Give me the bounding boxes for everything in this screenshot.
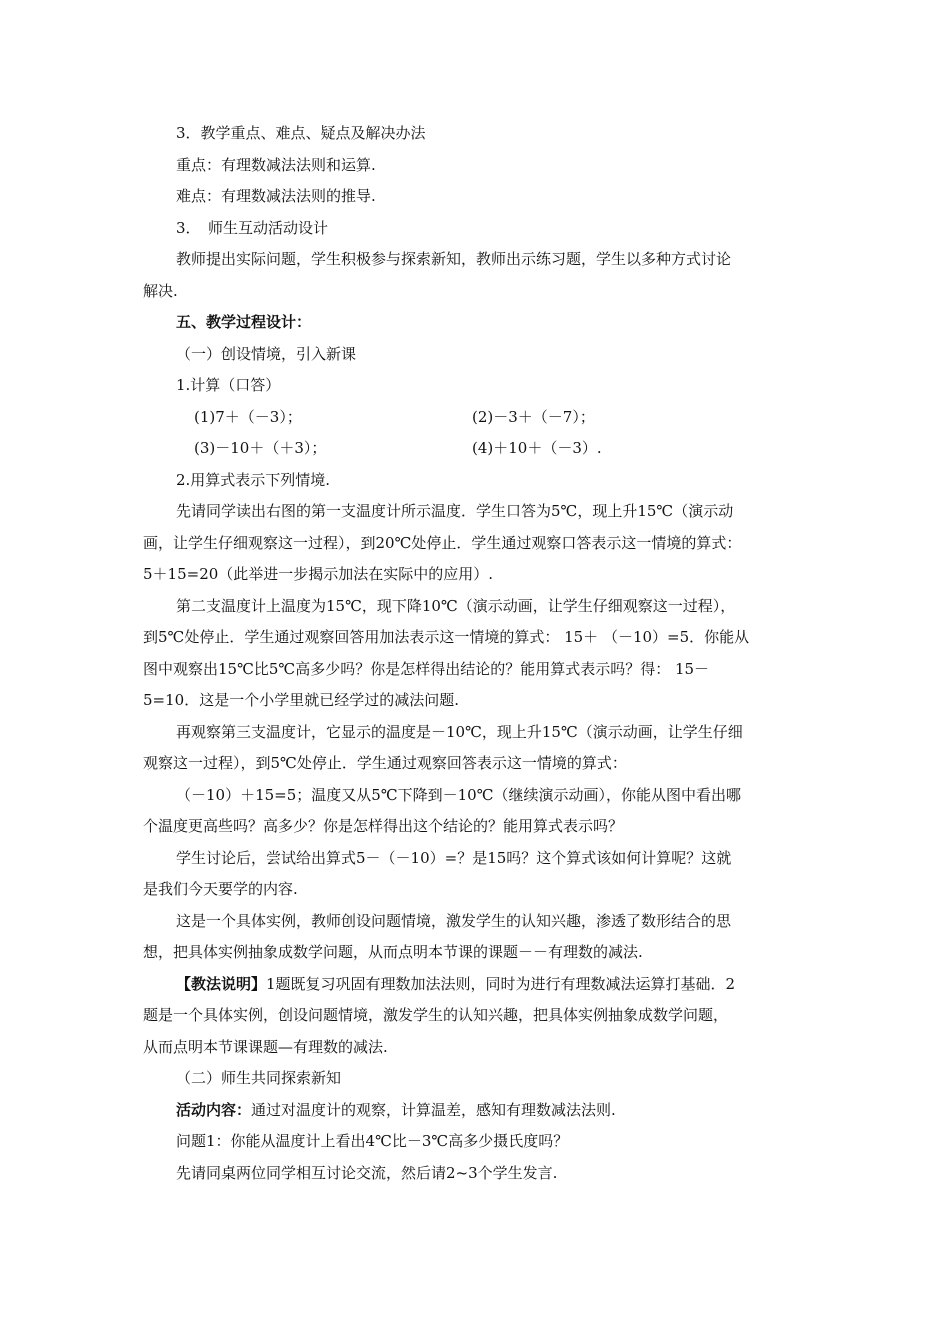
exercise-item: (2)－3＋（－7）；	[472, 407, 595, 426]
paragraph-line: 学生讨论后，尝试给出算式5－（－10）=？是15吗？这个算式该如何计算呢？这就	[176, 848, 732, 867]
paragraph-line: 画，让学生仔细观察这一过程），到20℃处停止．学生通过观察口答表示这一情境的算式：	[143, 533, 742, 552]
document-body	[143, 118, 806, 1189]
exercise-item: (3)－10＋（＋3）；	[194, 439, 327, 457]
paragraph-line: （－10）＋15=5；温度又从5℃下降到－10℃（继续演示动画），你能从图中看出哪	[176, 785, 741, 804]
exercise-item: (1)7＋（－3）；	[194, 407, 302, 426]
paragraph-line: 图中观察出15℃比5℃高多少吗？你是怎样得出结论的？能用算式表示吗？得： 15－	[143, 659, 710, 678]
paragraph-line	[143, 969, 806, 1001]
paragraph-line: 个温度更高些吗？高多少？你是怎样得出这个结论的？能用算式表示吗？	[143, 817, 624, 835]
activity-label: 活动内容：	[176, 1100, 252, 1119]
paragraph-line: 题是一个具体实例，创设问题情境，激发学生的认知兴趣，把具体实例抽象成数学问题，	[143, 1006, 729, 1024]
paragraph-line: 解决.	[143, 281, 178, 300]
paragraph-line: 教师提出实际问题，学生积极参与探索新知，教师出示练习题，学生以多种方式讨论	[176, 250, 732, 268]
paragraph-line: 这是一个具体实例，教师创设问题情境，激发学生的认知兴趣，渗透了数形结合的思	[176, 911, 732, 930]
activity-text: 通过对温度计的观察，计算温差，感知有理数减法法则.	[251, 1100, 616, 1119]
teaching-note-text: 1题既复习巩固有理数加法法则，同时为进行有理数减法运算打基础．2	[266, 974, 736, 993]
difficulty-line: 难点：有理数减法法则的推导.	[176, 187, 376, 205]
exercise-item: (4)＋10＋（－3）.	[472, 439, 602, 457]
section-heading-key-points: 3．教学重点、难点、疑点及解决办法	[176, 124, 426, 142]
paragraph-line: 5＋15=20（此举进一步揭示加法在实际中的应用）.	[143, 565, 494, 583]
paragraph-line: 是我们今天要学的内容.	[143, 880, 298, 898]
exercise-heading: 1.计算（口答）	[176, 376, 281, 394]
paragraph-line: 想，把具体实例抽象成数学问题，从而点明本节课的课题－－有理数的减法.	[143, 943, 643, 961]
exercise-row	[143, 433, 806, 465]
paragraph-line: 5=10．这是一个小学里就已经学过的减法问题.	[143, 691, 459, 709]
paragraph-line: 第二支温度计上温度为15℃，现下降10℃（演示动画，让学生仔细观察这一过程），	[176, 596, 736, 615]
paragraph-line: 先请同桌两位同学相互讨论交流，然后请2~3个学生发言.	[176, 1163, 558, 1182]
section-heading-interaction: 3． 师生互动活动设计	[176, 218, 329, 237]
paragraph-line: 先请同学读出右图的第一支温度计所示温度．学生口答为5℃，现上升15℃（演示动	[176, 502, 734, 520]
paragraph-line: 到5℃处停止．学生通过观察回答用加法表示这一情境的算式： 15＋ （－10）=5．你能从	[143, 628, 750, 646]
teaching-note-label: 【教法说明】	[176, 974, 267, 993]
key-point-line: 重点：有理数减法法则和运算.	[176, 155, 376, 174]
paragraph-line	[143, 1095, 806, 1127]
exercise-row	[143, 402, 806, 434]
exercise-heading: 2.用算式表示下列情境.	[176, 470, 331, 489]
question-line: 问题1：你能从温度计上看出4℃比－3℃高多少摄氏度吗？	[176, 1132, 569, 1150]
subsection-heading-explore: （二）师生共同探索新知	[176, 1069, 342, 1087]
paragraph-line: 再观察第三支温度计，它显示的温度是－10℃，现上升15℃（演示动画，让学生仔细	[176, 722, 743, 741]
subsection-heading-situation: （一）创设情境，引入新课	[176, 344, 357, 363]
paragraph-line: 观察这一过程），到5℃处停止．学生通过观察回答表示这一情境的算式：	[143, 754, 627, 772]
paragraph-line: 从而点明本节课课题—有理数的减法.	[143, 1037, 388, 1056]
section-heading-process: 五、教学过程设计：	[176, 313, 312, 331]
